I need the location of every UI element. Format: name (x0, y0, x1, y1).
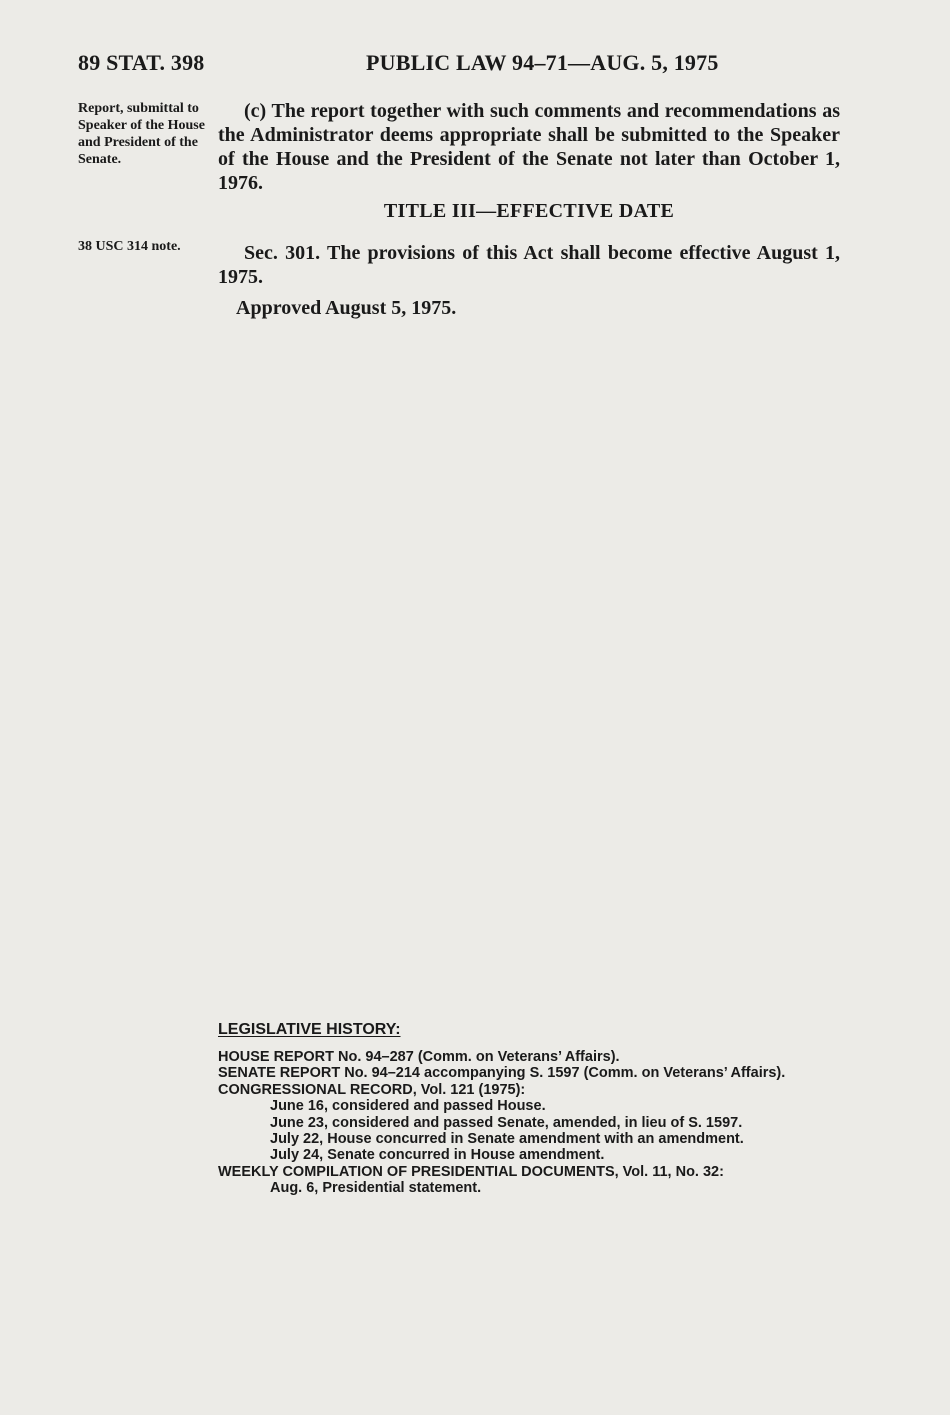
margin-note-report: Report, submittal to Speaker of the House and President of the Senate. (78, 101, 205, 167)
legislative-history-line: July 24, Senate concurred in House amendment. (270, 1147, 605, 1164)
legislative-history-line: HOUSE REPORT No. 94–287 (Comm. on Veterans’ Affairs). (218, 1049, 620, 1065)
paragraph-c: (c) The report together with such comments and recommendations as the Administrator deems appropriate shall be submitted to the Speaker of the House and the President of the Senate not later than October 1, 1976. (218, 100, 840, 194)
legislative-history-line: Aug. 6, Presidential statement. (270, 1180, 482, 1197)
section-301: Sec. 301. The provisions of this Act shall become effective August 1, 1975. (218, 242, 840, 288)
legislative-history-list (218, 1049, 858, 1197)
legislative-history-line: SENATE REPORT No. 94–214 accompanying S. 1597 (Comm. on Veterans’ Affairs). (218, 1065, 786, 1082)
legislative-history-line: June 16, considered and passed House. (270, 1098, 546, 1115)
margin-note-usc: 38 USC 314 note. (78, 239, 181, 254)
legislative-history-line: WEEKLY COMPILATION OF PRESIDENTIAL DOCUMENTS, Vol. 11, No. 32: (218, 1163, 724, 1180)
running-header-title: PUBLIC LAW 94–71—AUG. 5, 1975 (366, 50, 719, 75)
stat-page-number: 89 STAT. 398 (78, 50, 205, 75)
legislative-history-line: CONGRESSIONAL RECORD, Vol. 121 (1975): (218, 1081, 526, 1098)
legislative-history-line: July 22, House concurred in Senate amendment with an amendment. (270, 1131, 744, 1148)
title-heading: TITLE III—EFFECTIVE DATE (383, 200, 675, 222)
approval-date: Approved August 5, 1975. (236, 297, 457, 319)
legislative-history-line: June 23, considered and passed Senate, amended, in lieu of S. 1597. (270, 1114, 743, 1131)
legislative-history-heading: LEGISLATIVE HISTORY: (218, 1021, 401, 1038)
